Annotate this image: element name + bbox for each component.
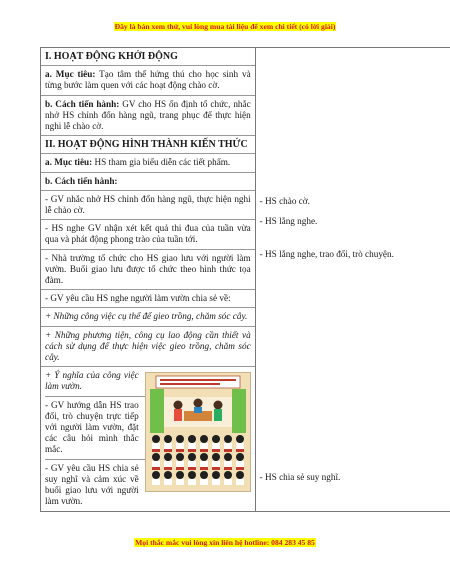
section1-goal-text: Tạo tâm thế hứng thú cho học sinh và từng bước làm quen với các hoạt động chào cờ. <box>45 69 251 91</box>
student-action-4: - HS chia sẻ suy nghĩ. <box>259 472 341 482</box>
student-actions <box>256 48 450 482</box>
section2-title-block <box>41 136 255 154</box>
section1-method-text: GV cho HS ổn định tổ chức, nhắc nhở HS chỉnh đốn hàng ngũ, trang phục để thực hiện nghi lễ chào cờ. <box>45 98 251 132</box>
student-action-1: - HS chào cờ. <box>259 196 310 206</box>
step-1: - GV nhắc nhở HS chỉnh đốn hàng ngũ, thực hiện nghi lễ chào cờ. <box>41 191 255 220</box>
bottom-banner <box>0 538 450 547</box>
teacher-column <box>41 48 256 512</box>
section1-goal <box>41 66 255 95</box>
student-action-2: - HS lắng nghe. <box>259 216 318 226</box>
section1-title-block <box>41 48 255 66</box>
lesson-table <box>40 47 450 512</box>
topic-2: + Những phương tiện, công cụ lao động cần thiết và cách sử dụng để thực hiện việc gieo trồng, chăm sóc cây. <box>41 327 255 368</box>
section2-method-label: b. Cách tiến hành: <box>41 173 255 191</box>
section1-method <box>41 96 255 137</box>
section1-method-label: b. Cách tiến hành: <box>45 98 120 109</box>
figure-row <box>41 367 255 510</box>
step-guide: - GV hướng dẫn HS trao đổi, trò chuyện trực tiếp với người làm vườn, đặt các câu hỏi mình thắc mắc. <box>45 399 139 455</box>
student-column <box>255 48 450 512</box>
section2-title: II. HOẠT ĐỘNG HÌNH THÀNH KIẾN THỨC <box>45 139 248 151</box>
section2-goal-text: HS tham gia biểu diễn các tiết phẩm. <box>92 157 231 168</box>
section2-goal <box>41 154 255 172</box>
section1-title: I. HOẠT ĐỘNG KHỞI ĐỘNG <box>45 51 178 62</box>
topic-1: + Những công việc cụ thể để gieo trồng, chăm sóc cây. <box>41 308 255 326</box>
section1-goal-label: a. Mục tiêu: <box>45 69 96 80</box>
garden-exchange-illustration <box>145 372 251 492</box>
illustration-svg <box>146 373 250 491</box>
student-action-3: - HS lắng nghe, trao đổi, trò chuyện. <box>259 249 394 259</box>
step-2: - HS nghe GV nhận xét kết quả thi đua của tuần vừa qua và phát động phong trào của tuần tới. <box>41 220 255 249</box>
step-3: - Nhà trường tổ chức cho HS giao lưu với người làm vườn. Buổi giao lưu được tổ chức theo hình thức tọa đàm. <box>41 250 255 291</box>
top-banner-text: Đây là bản xem thử, vui lòng mua tài liệu để xem chi tiết (có lời giải) <box>114 22 336 31</box>
bottom-banner-text: Mọi thắc mắc vui lòng xin liên hệ hotline: 084 283 45 85 <box>135 538 315 547</box>
top-banner <box>0 22 450 31</box>
step-4: - GV yêu cầu HS nghe người làm vườn chia sẻ về: <box>41 290 255 308</box>
topic-3: + Ý nghĩa của công việc làm vườn. <box>45 370 139 392</box>
step-share: - GV yêu cầu HS chia sẻ suy nghĩ và cảm xúc về buổi giao lưu với người làm vườn. <box>45 462 139 507</box>
section2-goal-label: a. Mục tiêu: <box>45 157 93 168</box>
